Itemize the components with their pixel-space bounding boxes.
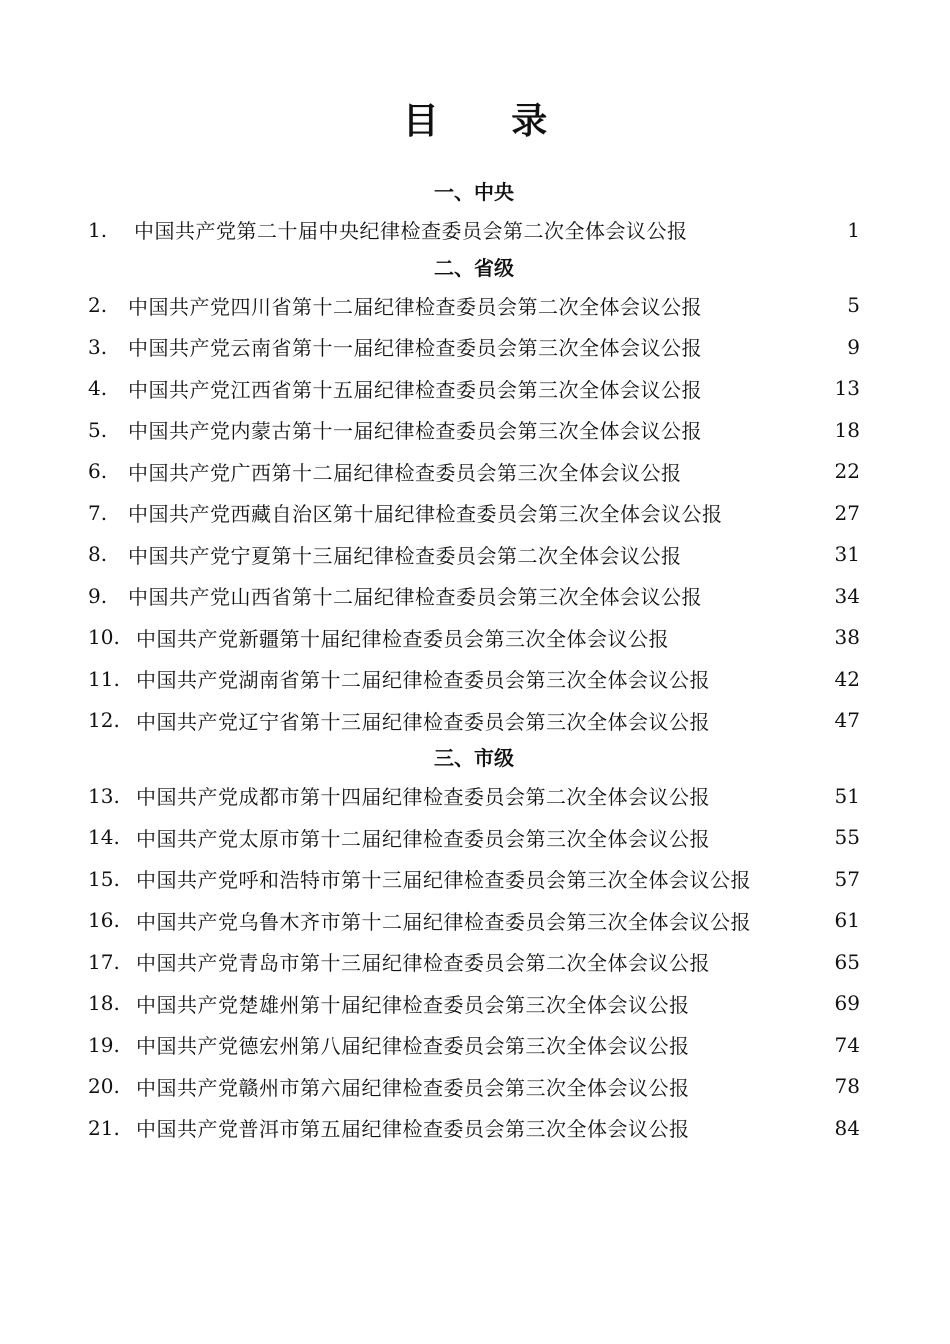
toc-entry[interactable] [88, 700, 860, 742]
toc-entry[interactable] [88, 451, 860, 493]
entry-title: 中国共产党乌鲁木齐市第十二届纪律检查委员会第三次全体会议公报 [136, 909, 751, 934]
entry-number: 8. [88, 542, 108, 567]
toc-entry[interactable] [88, 575, 860, 617]
entry-page-number: 13 [834, 376, 860, 401]
entry-title: 中国共产党普洱市第五届纪律检查委员会第三次全体会议公报 [136, 1117, 690, 1142]
toc-entry[interactable] [88, 775, 860, 817]
entry-page-number: 57 [834, 866, 860, 891]
section-heading-central: 一、中央 [434, 180, 514, 204]
toc-entry[interactable] [88, 658, 860, 700]
table-of-contents [88, 175, 860, 1149]
entry-title: 中国共产党云南省第十一届纪律检查委员会第三次全体会议公报 [128, 336, 702, 361]
entry-page-number: 34 [834, 583, 860, 608]
entry-number: 12. [88, 708, 120, 733]
toc-entry[interactable] [88, 1107, 860, 1149]
entry-page-number: 84 [834, 1115, 860, 1140]
entry-title: 中国共产党楚雄州第十届纪律检查委员会第三次全体会议公报 [136, 992, 690, 1017]
toc-entry[interactable] [88, 941, 860, 983]
entry-number: 4. [88, 376, 108, 401]
entry-number: 9. [88, 583, 108, 608]
entry-number: 16. [88, 908, 120, 933]
toc-entry[interactable] [88, 209, 860, 251]
entry-number: 21. [88, 1115, 120, 1140]
toc-entry[interactable] [88, 492, 860, 534]
entry-title: 中国共产党江西省第十五届纪律检查委员会第三次全体会议公报 [128, 377, 702, 402]
section-heading-provincial: 二、省级 [434, 255, 514, 280]
toc-entry[interactable] [88, 617, 860, 659]
entry-title: 中国共产党太原市第十二届纪律检查委员会第三次全体会议公报 [136, 826, 710, 851]
entry-number: 5. [88, 417, 108, 442]
entry-title: 中国共产党青岛市第十三届纪律检查委员会第二次全体会议公报 [136, 951, 710, 976]
toc-entry[interactable] [88, 285, 860, 327]
toc-entry[interactable] [88, 534, 860, 576]
entry-page-number: 42 [834, 666, 860, 691]
entry-title: 中国共产党宁夏第十三届纪律检查委员会第二次全体会议公报 [128, 543, 682, 568]
entry-title: 中国共产党成都市第十四届纪律检查委员会第二次全体会议公报 [136, 785, 710, 810]
entry-page-number: 61 [834, 908, 860, 933]
entry-title: 中国共产党辽宁省第十三届纪律检查委员会第三次全体会议公报 [136, 709, 710, 734]
entry-title: 中国共产党山西省第十二届纪律检查委员会第三次全体会议公报 [128, 585, 702, 610]
entry-number: 11. [88, 666, 120, 691]
toc-entry[interactable] [88, 983, 860, 1025]
toc-entry[interactable] [88, 817, 860, 859]
entry-title: 中国共产党赣州市第六届纪律检查委员会第三次全体会议公报 [136, 1075, 690, 1100]
entry-page-number: 1 [847, 217, 860, 242]
entry-number: 15. [88, 866, 120, 891]
entry-number: 3. [88, 334, 108, 359]
entry-number: 13. [88, 783, 120, 808]
toc-entry[interactable] [88, 326, 860, 368]
entry-title: 中国共产党四川省第十二届纪律检查委员会第二次全体会议公报 [128, 294, 702, 319]
entry-page-number: 51 [834, 783, 860, 808]
entry-title: 中国共产党第二十届中央纪律检查委员会第二次全体会议公报 [134, 219, 688, 244]
entry-title: 中国共产党西藏自治区第十届纪律检查委员会第三次全体会议公报 [128, 502, 723, 527]
entry-page-number: 31 [834, 542, 860, 567]
entry-title: 中国共产党广西第十二届纪律检查委员会第三次全体会议公报 [128, 460, 682, 485]
entry-page-number: 22 [834, 459, 860, 484]
entry-page-number: 5 [847, 293, 860, 318]
entry-page-number: 9 [847, 334, 860, 359]
entry-title: 中国共产党内蒙古第十一届纪律检查委员会第三次全体会议公报 [128, 419, 702, 444]
entry-number: 2. [88, 293, 108, 318]
entry-page-number: 65 [834, 949, 860, 974]
entry-title: 中国共产党湖南省第十二届纪律检查委员会第三次全体会议公报 [136, 668, 710, 693]
entry-page-number: 18 [834, 417, 860, 442]
entry-page-number: 27 [834, 500, 860, 525]
toc-entry[interactable] [88, 858, 860, 900]
entry-title: 中国共产党德宏州第八届纪律检查委员会第三次全体会议公报 [136, 1034, 690, 1059]
entry-number: 6. [88, 459, 108, 484]
entry-number: 1. [88, 217, 108, 242]
entry-page-number: 55 [834, 825, 860, 850]
entry-number: 7. [88, 500, 108, 525]
section-heading-municipal: 三、市级 [434, 746, 514, 770]
entry-number: 20. [88, 1074, 120, 1099]
entry-title: 中国共产党呼和浩特市第十三届纪律检查委员会第三次全体会议公报 [136, 868, 751, 893]
entry-number: 14. [88, 825, 120, 850]
entry-number: 17. [88, 949, 120, 974]
toc-entry[interactable] [88, 1066, 860, 1108]
toc-entry[interactable] [88, 900, 860, 942]
toc-entry[interactable] [88, 409, 860, 451]
entry-page-number: 74 [834, 1032, 860, 1057]
entry-page-number: 78 [834, 1074, 860, 1099]
entry-number: 18. [88, 991, 120, 1016]
page-title: 目 录 [402, 101, 578, 142]
entry-number: 19. [88, 1032, 120, 1057]
entry-page-number: 38 [834, 625, 860, 650]
entry-title: 中国共产党新疆第十届纪律检查委员会第三次全体会议公报 [136, 626, 669, 651]
entry-page-number: 47 [834, 708, 860, 733]
toc-entry[interactable] [88, 1024, 860, 1066]
entry-number: 10. [88, 625, 120, 650]
toc-entry[interactable] [88, 368, 860, 410]
entry-page-number: 69 [834, 991, 860, 1016]
